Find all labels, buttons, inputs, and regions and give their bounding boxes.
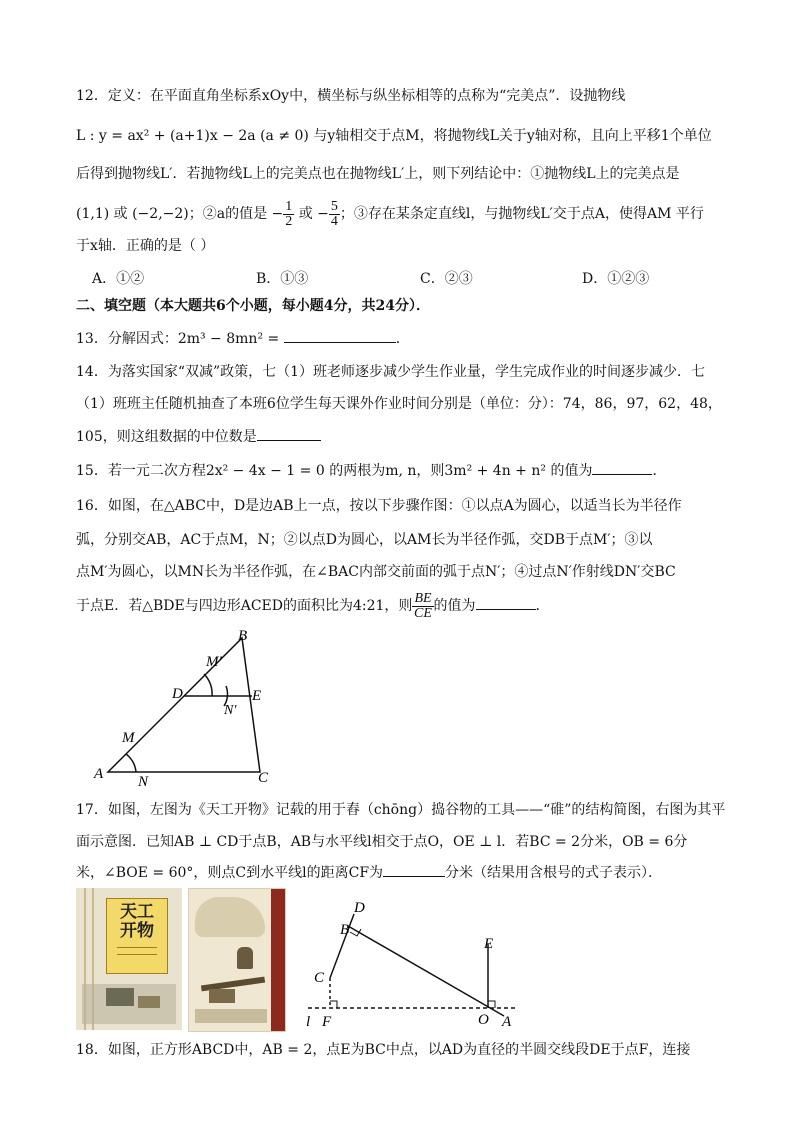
q17-line-2: 面示意图．已知AB ⊥ CD于点B，AB与水平线l相交于点O，OE ⊥ l．若BC = 2分米，OB = 6分	[76, 834, 688, 850]
q16-line-2: 弧，分别交AB，AC于点M，N；②以点D为圆心，以AM长为半径作弧，交DB于点M′；③以	[76, 532, 653, 548]
q17-line-3a: 米，∠BOE = 60°，则点C到水平线l的距离CF为	[76, 865, 384, 881]
q12-line-4a: (1,1) 或 (−2,−2)；②a的值是 −	[76, 206, 284, 222]
q12-line-3: 后得到抛物线L′．若抛物线L上的完美点也在抛物线L′上，则下列结论中：①抛物线L上的完美点是	[76, 166, 680, 182]
triangle-abc	[108, 638, 260, 772]
label-d: D	[172, 686, 183, 702]
arc-mn	[126, 754, 136, 772]
label-o: O	[478, 1012, 489, 1028]
label-e: E	[252, 688, 262, 704]
lever-ab	[348, 926, 504, 1016]
label-c: C	[258, 770, 269, 786]
right-angle-f	[330, 1001, 337, 1008]
q13-answer-blank	[284, 328, 396, 343]
q17-line-1: 17．如图，左图为《天工开物》记载的用于舂（chōng）捣谷物的工具——“碓”的结构简图，右图为其平	[76, 802, 726, 818]
q17-line-3b: 分米（结果用含根号的式子表示）．	[445, 865, 663, 881]
label-b: B	[340, 922, 350, 938]
q12-line-4b: 或 −	[294, 206, 329, 222]
q12-line-2: L : y = ax² + (a+1)x − 2a (a ≠ 0) 与y轴相交于点M，将抛物线L关于y轴对称，且向上平移1个单位	[76, 128, 712, 144]
book-title: 天工 开物	[120, 902, 154, 941]
label-b: B	[238, 628, 248, 644]
q12-option-d: D．①②③	[582, 271, 650, 287]
q12-fraction-2: $\frac{5}{4}$	[330, 198, 338, 229]
q17-line-3	[76, 862, 662, 883]
q14-line-1: 14．为落实国家“双减”政策，七（1）班老师逐步减少学生作业量，学生完成作业的时间逐步减少．七	[76, 364, 706, 380]
q12-line-4	[76, 194, 704, 234]
q12-line-4c: ；③存在某条定直线l，与抛物线L′交于点A，使得AM 平行	[339, 206, 704, 222]
q13	[76, 328, 410, 349]
label-m-prime: M′	[206, 654, 222, 670]
q14-line-3	[76, 426, 321, 447]
book-title-panel	[106, 898, 168, 974]
q16-line-3: 点M′为圆心，以MN长为半径作弧，在∠BAC内部交前面的弧于点N′；④过点N′作射线DN′交BC	[76, 564, 676, 580]
label-m: M	[122, 730, 135, 746]
q12-fraction-1: $\frac{1}{2}$	[285, 198, 293, 229]
q17-answer-blank	[383, 862, 445, 877]
q16-fraction: $\frac{BE}{CE}$	[414, 590, 432, 621]
label-f: F	[322, 1014, 332, 1030]
illustration-image	[188, 888, 286, 1032]
q14-answer-blank	[257, 426, 321, 441]
q15-tail: ．	[652, 463, 667, 479]
illustration-red-strip	[271, 889, 285, 1031]
label-c: C	[314, 970, 325, 986]
q12-option-a: A．①②	[92, 271, 145, 287]
label-l: l	[306, 1014, 311, 1030]
q15	[76, 460, 666, 481]
label-n: N	[138, 774, 149, 790]
label-a: A	[94, 766, 104, 782]
q16-line-4a: 于点E．若△BDE与四边形ACED的面积比为4:21，则	[76, 598, 413, 614]
q14-line-3-text: 105，则这组数据的中位数是	[76, 429, 257, 445]
label-n-prime: N′	[224, 703, 237, 718]
q16-line-4b: 的值为	[433, 598, 476, 614]
arc-m-prime	[204, 674, 212, 696]
label-d: D	[354, 900, 365, 916]
q16-tail: ．	[535, 598, 550, 614]
q12-line-1: 12．定义：在平面直角坐标系xOy中，横坐标与纵坐标相等的点称为“完美点”．设抛物线	[76, 88, 626, 104]
q15-text: 15．若一元二次方程2x² − 4x − 1 = 0 的两根为m, n，则3m² + 4n + n² 的值为	[76, 463, 593, 479]
label-a: A	[502, 1014, 512, 1030]
q12-option-c: C．②③	[420, 271, 473, 287]
q18-line-1: 18．如图，正方形ABCD中，AB = 2，点E为BC中点，以AD为直径的半圆交线段DE于点F，连接	[76, 1042, 691, 1058]
q13-text: 13．分解因式：2m³ − 8mn² =	[76, 331, 284, 347]
q13-tail: ．	[395, 331, 410, 347]
q16-line-4	[76, 586, 550, 626]
label-e: E	[484, 936, 494, 952]
book-cover-image	[76, 888, 182, 1030]
q16-answer-blank	[476, 595, 536, 610]
q15-answer-blank	[592, 460, 652, 475]
triangle-figure	[86, 622, 286, 792]
q16-line-1: 16．如图，在△ABC中，D是边AB上一点，按以下步骤作图：①以点A为圆心，以适当长为半径作	[76, 498, 682, 514]
q12-option-b: B．①③	[256, 271, 309, 287]
q12-line-5: 于x轴．正确的是（ ）	[76, 238, 215, 254]
section-2-heading: 二、填空题（本大题共6个小题，每小题4分，共24分）．	[76, 298, 430, 314]
dui-diagram	[300, 892, 530, 1040]
q14-line-2: （1）班班主任随机抽查了本班6位学生每天课外作业时间分别是（单位：分）：74，86，97，62，48，	[76, 396, 722, 412]
